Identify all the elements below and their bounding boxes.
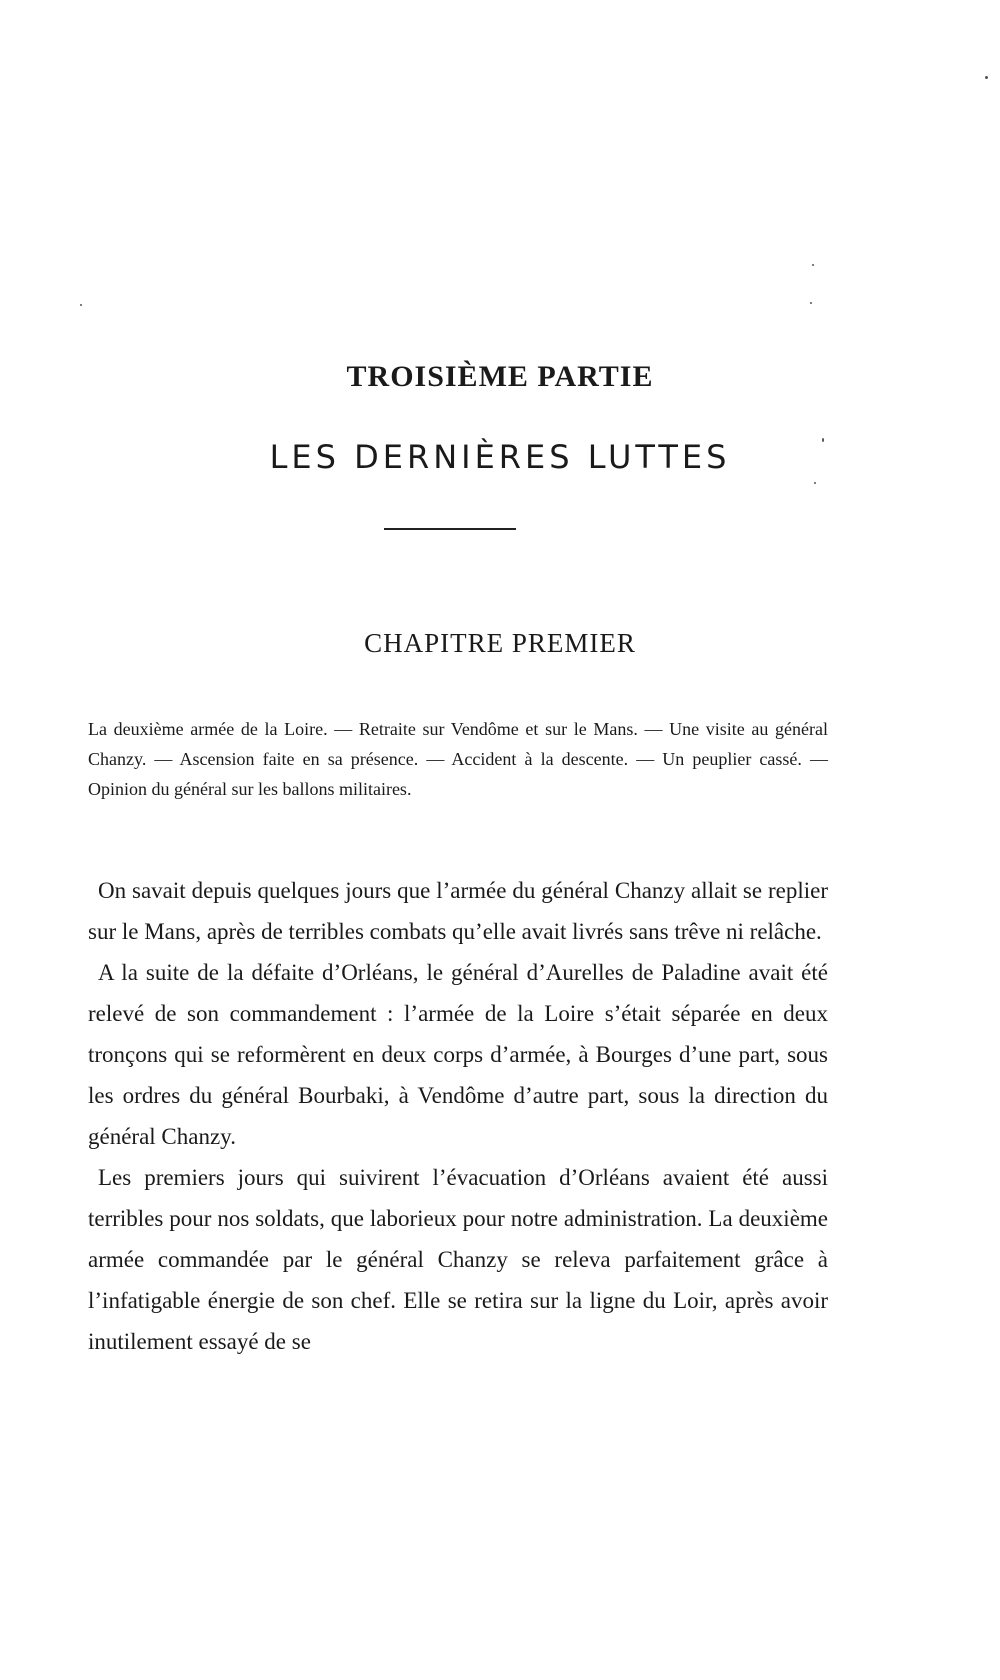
scan-speck [822,438,824,442]
part-subtitle: LES DERNIÈRES LUTTES [269,438,731,476]
scan-speck [814,482,816,484]
paragraph: A la suite de la défaite d’Orléans, le général d’Aurelles de Paladine avait été relevé de son commandement : l’armée de la Loire s’était séparée en deux tronçons qui se reformèrent en deux corps d’armée, à Bourges d’une part, sous les ordres du général Bourbaki, à Vendôme d’autre part, sous la direction du général Chanzy. [88,960,828,1149]
chapter-title: CHAPITRE PREMIER [364,628,636,658]
scan-speck [985,76,988,79]
scan-speck [80,304,82,306]
chapter-summary: La deuxième armée de la Loire. — Retraite sur Vendôme et sur le Mans. — Une visite au général Chanzy. — Ascension faite en sa présence. — Accident à la descente. — Un peuplier cassé. — Opinion du général sur les ballons militaires. [88,719,828,799]
scan-speck [810,302,812,304]
paragraph: On savait depuis quelques jours que l’armée du général Chanzy allait se replier sur le Mans, après de terribles combats qu’elle avait livrés sans trêve ni relâche. [88,878,828,944]
scan-speck [812,264,814,266]
part-title: TROISIÈME PARTIE [346,360,654,393]
chapter-body [88,870,828,1362]
section-divider [384,528,516,530]
paragraph: Les premiers jours qui suivirent l’évacuation d’Orléans avaient été aussi terribles pour nos soldats, que laborieux pour notre administration. La deuxième armée commandée par le général Chanzy se releva parfaitement grâce à l’infatigable énergie de son chef. Elle se retira sur la ligne du Loir, après avoir inutilement essayé de se [88,1165,828,1354]
